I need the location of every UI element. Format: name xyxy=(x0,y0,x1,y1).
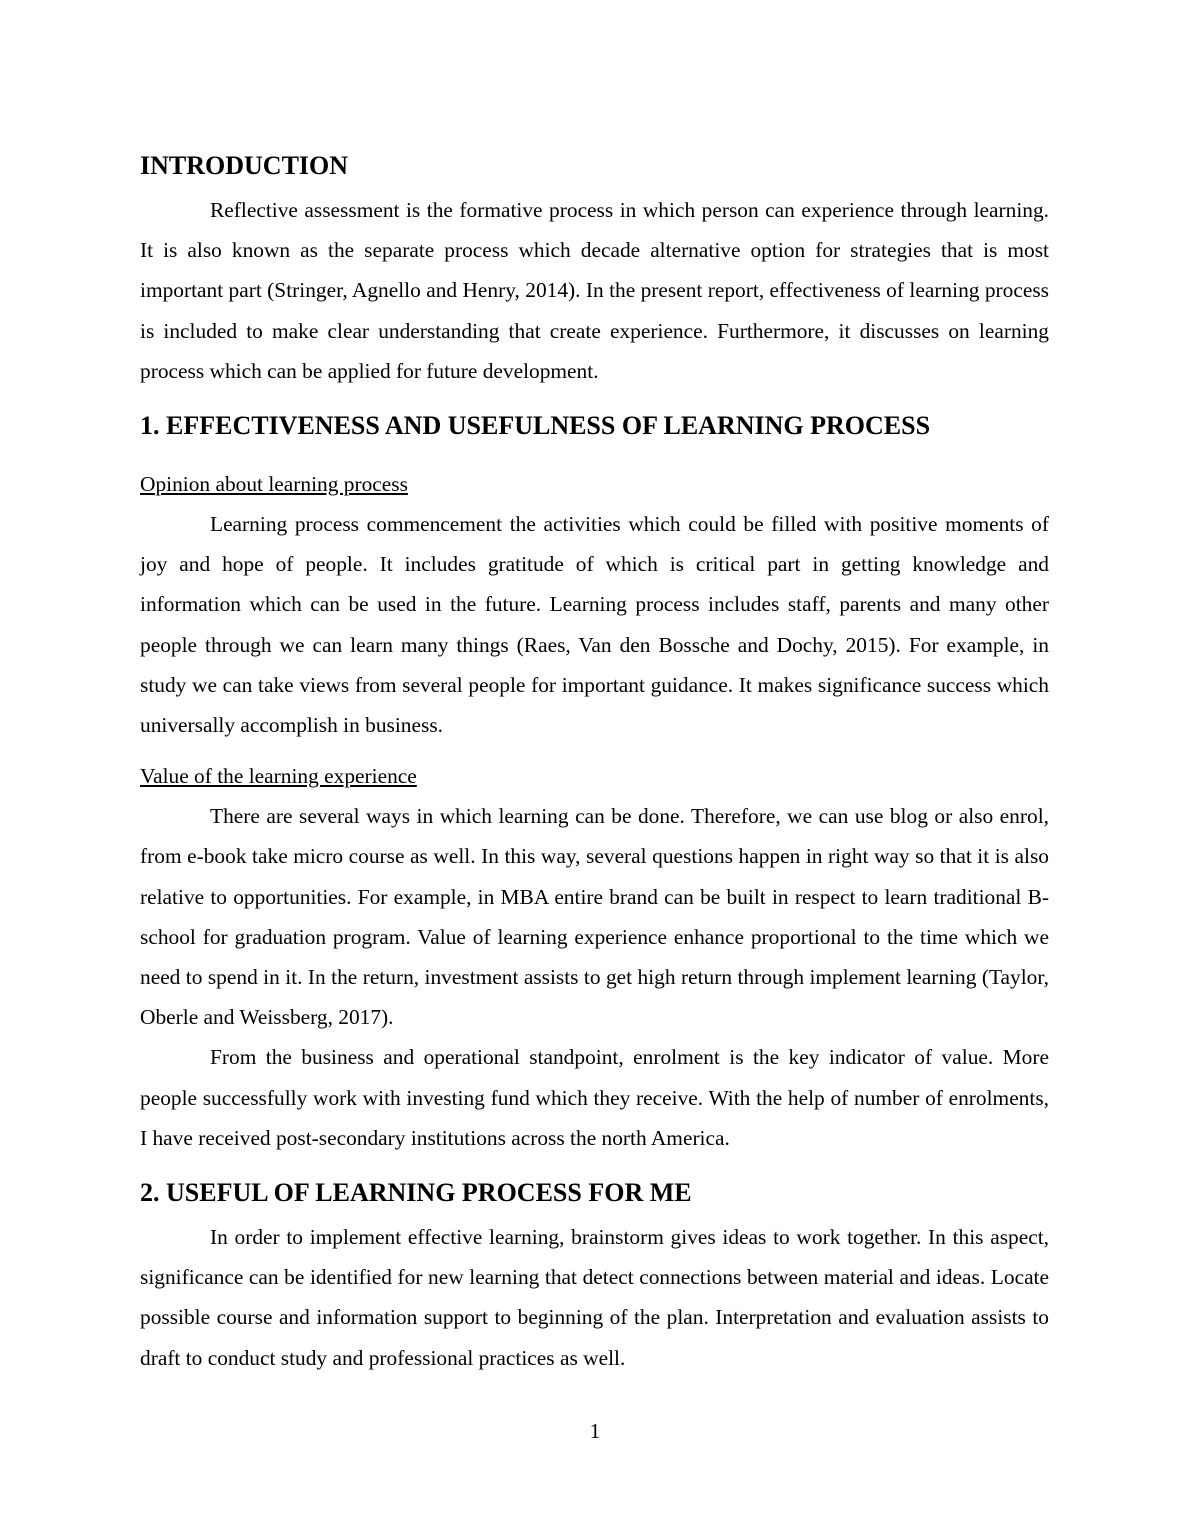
subsection-opinion-title: Opinion about learning process xyxy=(140,472,408,497)
introduction-heading: INTRODUCTION xyxy=(140,151,349,180)
page-number: 1 xyxy=(589,1419,601,1443)
document-page xyxy=(140,148,1049,1378)
section-2-paragraph: In order to implement effective learning, brainstorm gives ideas to work together. In this aspect, significance can be identified for new learning that detect connections between material and ideas. Locate possible course and information support to beginning of the plan. Interpretation and evaluation assists to draft to conduct study and professional practices as well. xyxy=(140,1225,1049,1370)
subsection-opinion-paragraph: Learning process commencement the activities which could be filled with positive moments of joy and hope of people. It includes gratitude of which is critical part in getting knowledge and information which can be used in the future. Learning process includes staff, parents and many other people through we can learn many things (Raes, Van den Bossche and Dochy, 2015). For example, in study we can take views from several people for important guidance. It makes significance success which universally accomplish in business. xyxy=(140,512,1049,738)
subsection-value-paragraph-2: From the business and operational standpoint, enrolment is the key indicator of value. More people successfully work with investing fund which they receive. With the help of number of enrolments, I have received post-secondary institutions across the north America. xyxy=(140,1045,1049,1150)
section-1-heading: 1. EFFECTIVENESS AND USEFULNESS OF LEARNING PROCESS xyxy=(140,411,931,441)
subsection-value-paragraph-1: There are several ways in which learning can be done. Therefore, we can use blog or also enrol, from e-book take micro course as well. In this way, several questions happen in right way so that it is also relative to opportunities. For example, in MBA entire brand can be built in respect to learn traditional B-school for graduation program. Value of learning experience enhance proportional to the time which we need to spend in it. In the return, investment assists to get high return through implement learning (Taylor, Oberle and Weissberg, 2017). xyxy=(140,804,1049,1030)
introduction-paragraph: Reflective assessment is the formative process in which person can experience through learning. It is also known as the separate process which decade alternative option for strategies that is most important part (Stringer, Agnello and Henry, 2014). In the present report, effectiveness of learning process is included to make clear understanding that create experience. Furthermore, it discusses on learning process which can be applied for future development. xyxy=(140,198,1049,383)
subsection-value-title: Value of the learning experience xyxy=(140,764,417,789)
section-2-heading: 2. USEFUL OF LEARNING PROCESS FOR ME xyxy=(140,1178,692,1208)
